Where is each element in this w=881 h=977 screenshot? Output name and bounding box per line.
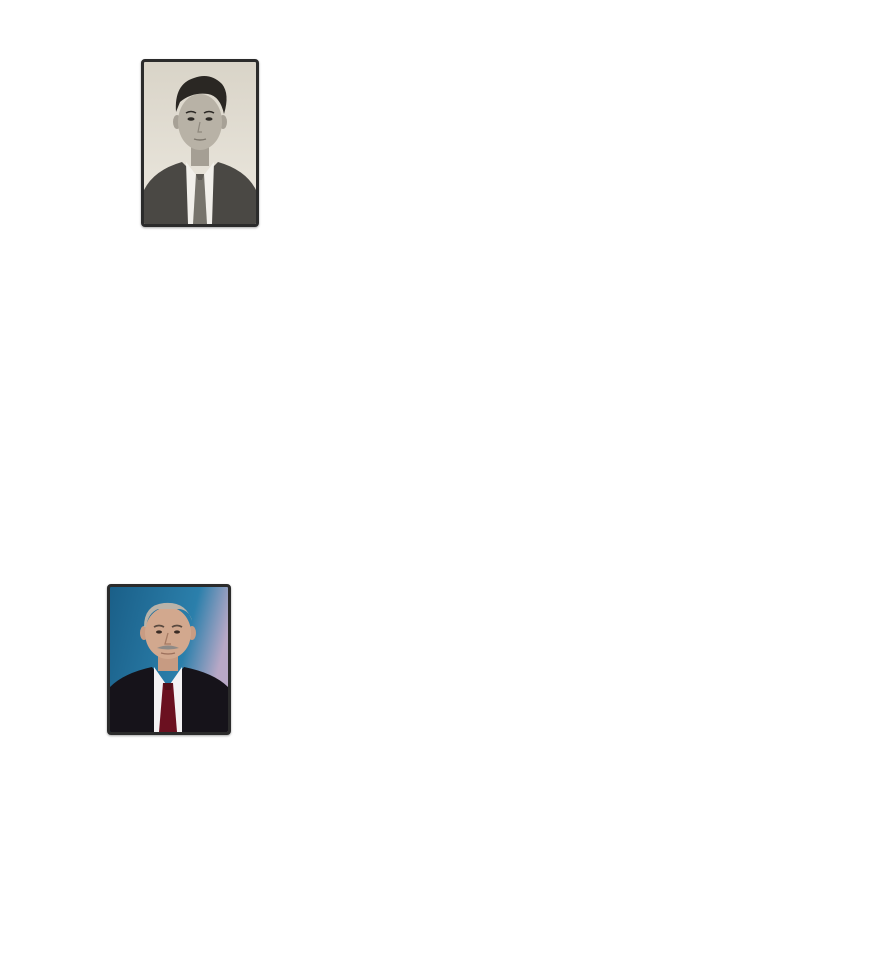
portrait-older-image <box>110 587 228 732</box>
portrait-photo-young <box>141 59 259 227</box>
portrait-young-image <box>144 62 256 224</box>
portrait-photo-older <box>107 584 231 735</box>
